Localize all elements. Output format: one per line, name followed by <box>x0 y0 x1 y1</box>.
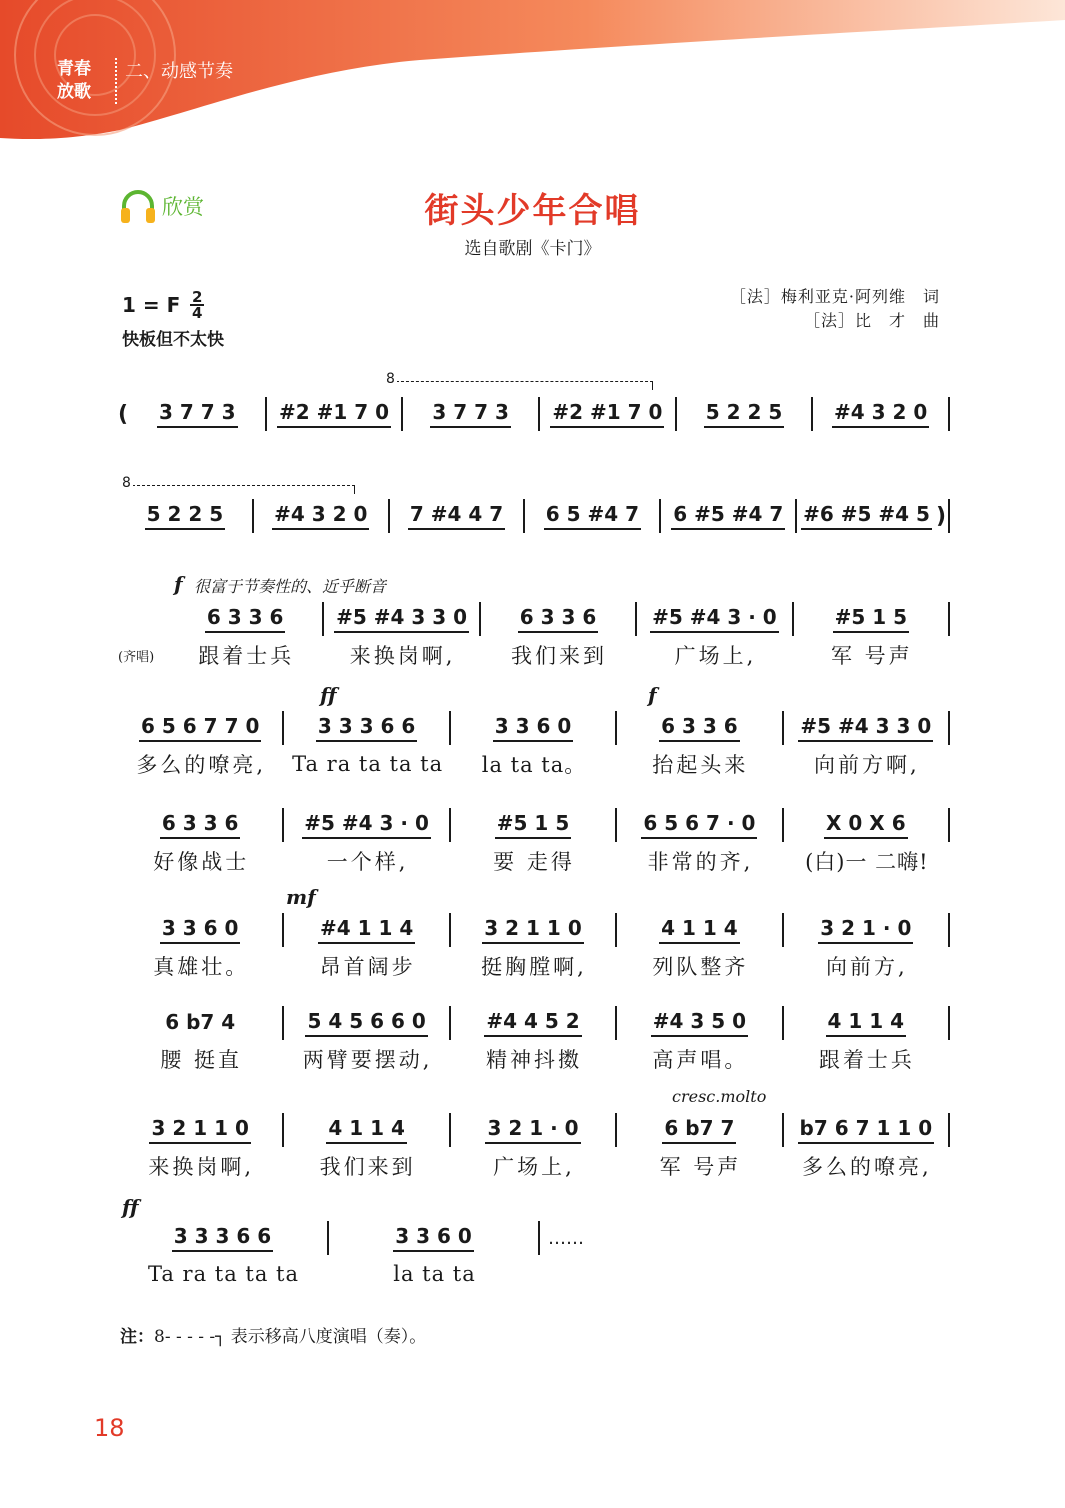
measure: #4 3 2 0 <box>813 400 948 428</box>
time-signature <box>190 290 204 320</box>
measure: 3 3 6 0 <box>118 916 282 944</box>
measure: 6 3 3 6 <box>481 605 635 633</box>
measure: 3 2 1 · 0 <box>784 916 948 944</box>
measure: 6 3 3 6 <box>617 714 781 742</box>
score-row-4 <box>118 683 950 779</box>
tempo-marking: 快板但不太快 <box>122 330 224 350</box>
time-top: 2 <box>192 288 203 306</box>
book-title: 青春 放歌 <box>57 59 91 102</box>
dynamic-mark: mf <box>286 885 316 909</box>
measure: #5 1 5 <box>451 811 615 839</box>
measure: 5 4 5 6 6 0 <box>284 1009 448 1037</box>
score-row-9 <box>118 1195 598 1289</box>
measure: 4 1 1 4 <box>784 1009 948 1037</box>
score-row-3 <box>118 572 950 670</box>
measure: X 0 X 6 <box>784 811 948 839</box>
time-bottom: 4 <box>192 304 203 322</box>
measure: #6 #5 #4 5 <box>797 502 936 530</box>
measure: 7 #4 4 7 <box>390 502 524 530</box>
measure: 3 2 1 1 0 <box>118 1116 282 1144</box>
measure: 5 2 2 5 <box>118 502 252 530</box>
composer-credit: ［法］比 才 曲 <box>803 311 940 330</box>
lyric: (白)一 二嗨! <box>805 850 929 874</box>
measure: 3 3 3 6 6 <box>284 714 448 742</box>
dynamic-mark: f <box>648 683 657 707</box>
measure: 3 7 7 3 <box>130 400 265 428</box>
measure: #5 1 5 <box>794 605 948 633</box>
footnote-text: 表示移高八度演唱（奏）。 <box>230 1327 427 1347</box>
score-row-6 <box>118 885 950 981</box>
lyric: 好像战士 <box>153 850 250 874</box>
measure: #5 #4 3 3 0 <box>784 714 948 742</box>
measure: 6 b7 7 <box>617 1116 781 1144</box>
measure: #5 #4 3 · 0 <box>637 605 791 633</box>
measure: #4 1 1 4 <box>284 916 448 944</box>
continuation-mark: …… <box>548 1227 584 1249</box>
part-label: (齐唱) <box>118 649 155 665</box>
lyric: 昂首阔步 <box>319 955 416 979</box>
lyric: 军 号声 <box>830 644 913 668</box>
song-title: 街头少年合唱 <box>424 191 641 231</box>
measure: #4 3 2 0 <box>254 502 388 530</box>
measure: 4 1 1 4 <box>284 1116 448 1144</box>
measure: 3 3 6 0 <box>329 1224 538 1252</box>
score-row-7 <box>118 1006 950 1074</box>
measure: 4 1 1 4 <box>617 916 781 944</box>
lyric: 我们来到 <box>319 1155 416 1179</box>
lyric: 广场上, <box>674 644 757 668</box>
page-number: 18 <box>94 1414 125 1442</box>
octave-line <box>396 381 653 390</box>
dynamic-mark: f <box>174 572 183 596</box>
measure: 6 5 #4 7 <box>525 502 659 530</box>
dynamic-mark: ff <box>122 1195 139 1219</box>
lyricist-credit: ［法］梅利亚克·阿列维 词 <box>729 287 940 306</box>
lyric: 向前方, <box>825 955 908 979</box>
lyric: 抬起头来 <box>652 753 749 777</box>
expression-mark: 很富于节奏性的、近乎断音 <box>194 577 387 596</box>
measure: 6 3 3 6 <box>118 811 282 839</box>
lyric: 军 号声 <box>659 1155 742 1179</box>
lyric: 精神抖擞 <box>486 1048 583 1072</box>
footnote <box>120 1322 426 1347</box>
lyric: la ta ta。 <box>481 753 587 777</box>
lyric: 广场上, <box>493 1155 575 1179</box>
lyric: Ta ra ta ta ta <box>292 752 444 776</box>
score-row-1: 8 ( 3 7 7 3 #2 #1 7 0 3 7 7 3 #2 #1 7 0 5 2 2 5 #4 3 2 0 <box>118 397 950 431</box>
measure: #2 #1 7 0 <box>540 400 675 428</box>
lyric: 来换岗啊, <box>349 644 456 668</box>
measure: #2 #1 7 0 <box>267 400 402 428</box>
score-row-5 <box>118 808 950 876</box>
measure: 6 5 6 7 · 0 <box>617 811 781 839</box>
measure: 6 3 3 6 <box>168 605 322 633</box>
footnote-mark: 8- - - - -┐ <box>154 1327 226 1347</box>
score-row-8 <box>118 1087 950 1181</box>
lyric: 非常的齐, <box>647 850 754 874</box>
measure: b7 6 7 1 1 0 <box>784 1116 948 1144</box>
octave-line <box>132 485 355 494</box>
lyric: 跟着士兵 <box>818 1048 915 1072</box>
lyric: 向前方啊, <box>813 753 920 777</box>
footnote-label: 注： <box>120 1327 154 1347</box>
lyric: 两臂要摆动, <box>302 1048 433 1072</box>
measure: #5 #4 3 · 0 <box>284 811 448 839</box>
lyric: 来换岗啊, <box>148 1155 255 1179</box>
score-row-2: 8 5 2 2 5 #4 3 2 0 7 #4 4 7 6 5 #4 7 6 #5 #4 7 #6 #5 #4 5 ) <box>118 499 950 533</box>
song-subtitle: 选自歌剧《卡门》 <box>464 239 601 259</box>
measure: 6 b7 4 <box>165 1010 236 1034</box>
measure: #4 3 5 0 <box>617 1009 781 1037</box>
lyric: Ta ra ta ta ta <box>147 1262 300 1286</box>
measure: 3 2 1 · 0 <box>451 1116 615 1144</box>
lyric: 列队整齐 <box>652 955 749 979</box>
key-label: 1 = F <box>122 293 181 317</box>
key-signature <box>122 290 204 320</box>
lyric: 跟着士兵 <box>198 644 295 668</box>
measure: 3 2 1 1 0 <box>451 916 615 944</box>
lyric: 多么的嘹亮, <box>801 1155 932 1179</box>
lyric: 腰 挺直 <box>160 1048 243 1072</box>
lyric: la ta ta <box>393 1262 476 1286</box>
measure: #4 4 5 2 <box>451 1009 615 1037</box>
octave-label: 8 <box>122 475 131 491</box>
lyric: 一个样, <box>326 850 409 874</box>
lyric: 多么的嘹亮, <box>136 753 267 777</box>
lyric: 高声唱。 <box>652 1048 749 1072</box>
lyric: 挺胸膛啊, <box>481 955 587 979</box>
lyric: 要 走得 <box>493 850 575 874</box>
expression-mark: cresc.molto <box>672 1087 767 1106</box>
lyric: 我们来到 <box>511 644 608 668</box>
measure: 5 2 2 5 <box>677 400 812 428</box>
enjoy-label: 欣赏 <box>162 195 204 219</box>
measure: 3 7 7 3 <box>403 400 538 428</box>
octave-label: 8 <box>386 371 395 387</box>
measure: #5 #4 3 3 0 <box>324 605 478 633</box>
measure: 6 #5 #4 7 <box>661 502 795 530</box>
header-separator <box>115 58 117 104</box>
measure: 3 3 3 6 6 <box>118 1224 327 1252</box>
dynamic-mark: ff <box>320 683 337 707</box>
measure: 6 5 6 7 7 0 <box>118 714 282 742</box>
chapter-title: 二、动感节奏 <box>125 61 233 82</box>
measure: 3 3 6 0 <box>451 714 615 742</box>
lyric: 真雄壮。 <box>153 955 250 979</box>
